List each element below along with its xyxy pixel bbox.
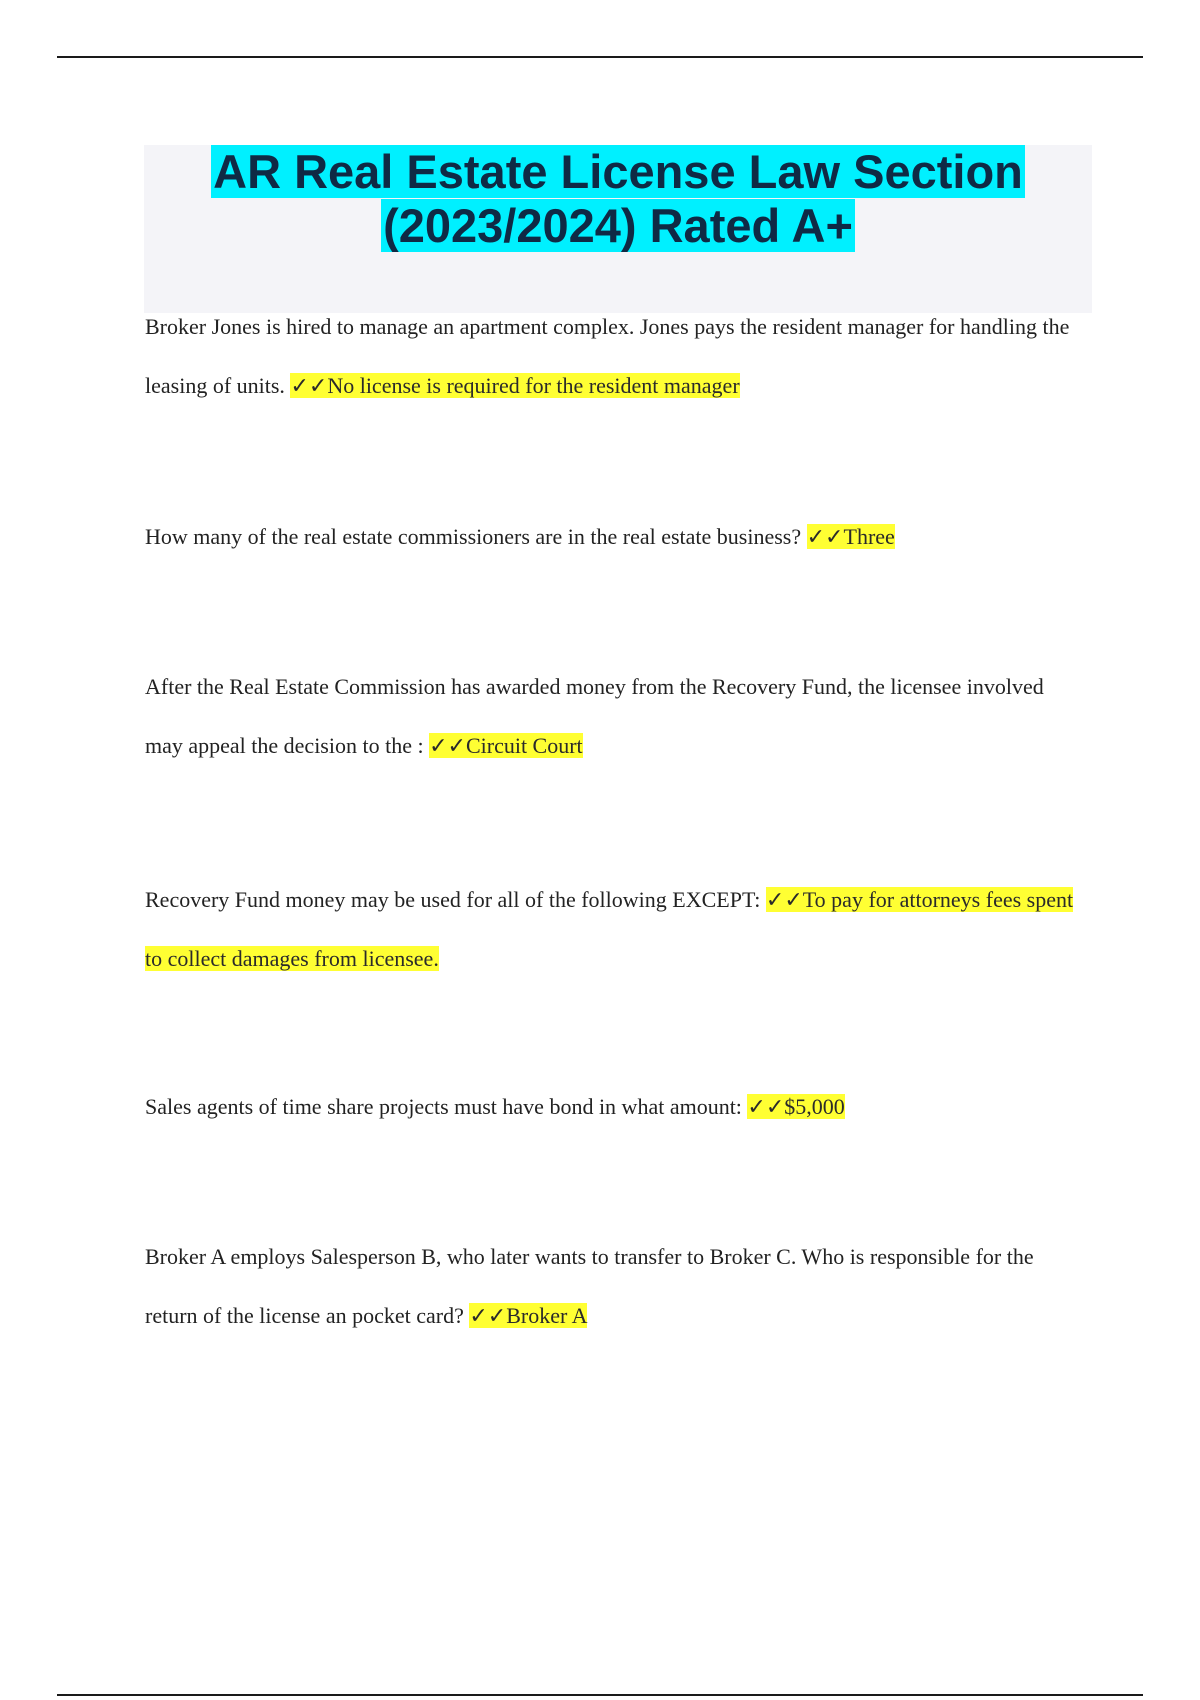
qa-item bbox=[145, 297, 1075, 415]
answer-highlight bbox=[290, 373, 739, 398]
qa-item bbox=[145, 1227, 1075, 1345]
check-mark-icon: ✓✓ bbox=[765, 887, 803, 912]
title-line-1: AR Real Estate License Law Section bbox=[213, 145, 1023, 198]
check-mark-icon: ✓✓ bbox=[747, 1094, 785, 1119]
answer-text: $5,000 bbox=[784, 1094, 845, 1119]
title-line-2: (2023/2024) Rated A+ bbox=[383, 199, 853, 252]
question-text: Broker Jones is hired to manage an apartment complex. Jones pays the resident manager for handling the leasing of units. bbox=[145, 314, 1070, 398]
answer-highlight bbox=[429, 733, 583, 758]
answer-text: Circuit Court bbox=[465, 733, 583, 758]
check-mark-icon: ✓✓ bbox=[469, 1303, 507, 1328]
footer-rule bbox=[57, 1694, 1143, 1696]
answer-text: No license is required for the resident manager bbox=[327, 373, 740, 398]
question-text: After the Real Estate Commission has awarded money from the Recovery Fund, the licensee involved may appeal the decision to the : bbox=[145, 674, 1044, 758]
question-text: How many of the real estate commissioners are in the real estate business? bbox=[145, 524, 802, 549]
answer-text: Broker A bbox=[506, 1303, 588, 1328]
document-title bbox=[144, 145, 1092, 253]
question-text: Sales agents of time share projects must have bond in what amount: bbox=[145, 1094, 742, 1119]
answer-text: To pay for attorneys fees spent to collect damages from licensee. bbox=[145, 887, 1074, 971]
check-mark-icon: ✓✓ bbox=[429, 733, 466, 758]
qa-item bbox=[145, 1077, 1075, 1136]
question-text: Recovery Fund money may be used for all of the following EXCEPT: bbox=[145, 887, 761, 912]
check-mark-icon: ✓✓ bbox=[290, 373, 328, 398]
answer-highlight bbox=[807, 524, 895, 549]
header-rule bbox=[57, 56, 1143, 58]
check-mark-icon: ✓✓ bbox=[806, 524, 844, 549]
qa-item bbox=[145, 870, 1075, 988]
answer-highlight bbox=[747, 1094, 844, 1119]
qa-item bbox=[145, 507, 1075, 566]
answer-highlight bbox=[469, 1303, 587, 1328]
answer-text: Three bbox=[843, 524, 895, 549]
question-text: Broker A employs Salesperson B, who later wants to transfer to Broker C. Who is responsible for the return of the license an pocket card? bbox=[145, 1244, 1034, 1328]
qa-item bbox=[145, 657, 1075, 775]
